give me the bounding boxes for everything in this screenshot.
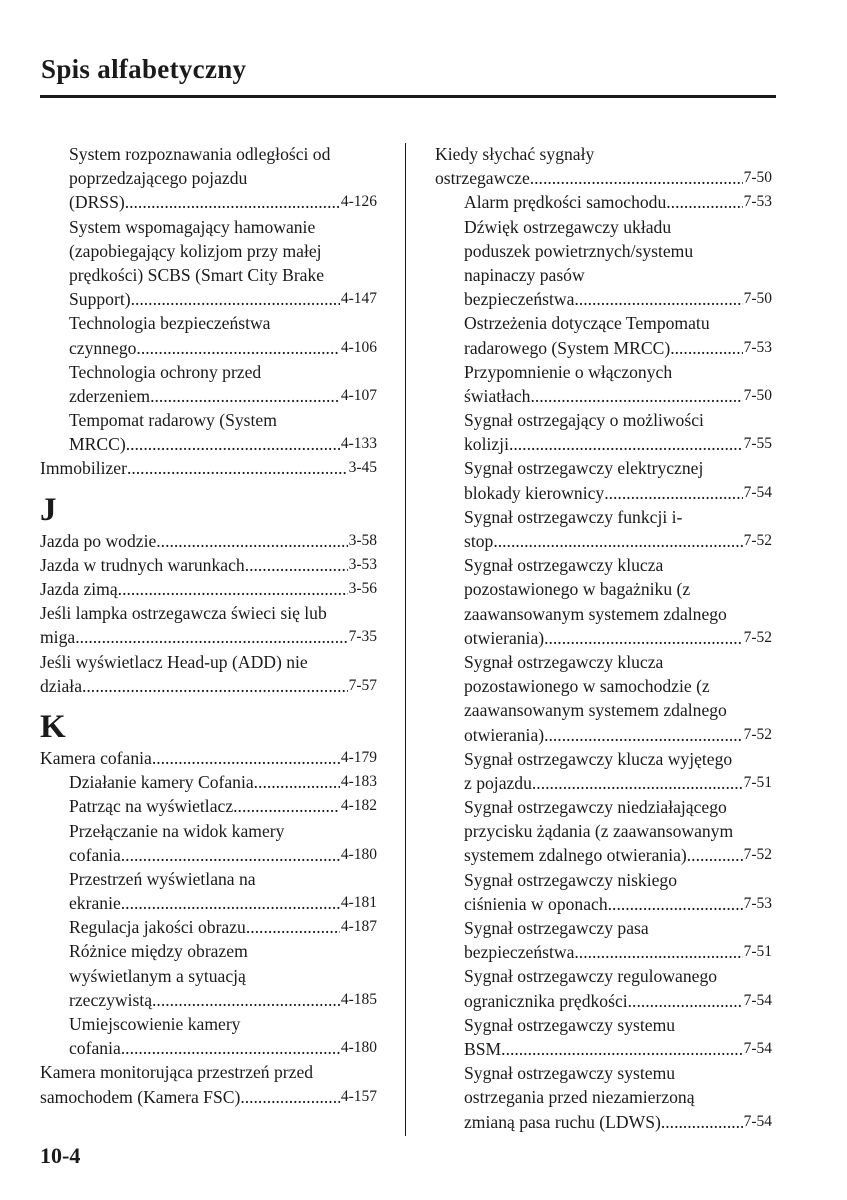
index-entry-text: cofania: [69, 844, 121, 865]
index-entry-text: BSM: [464, 1038, 502, 1059]
index-entry-text: Sygnał ostrzegawczy klucza wyjętego: [464, 748, 733, 769]
index-entry-line: [435, 1037, 772, 1061]
page-reference: 7-52: [743, 846, 772, 864]
index-entry-line: [40, 384, 377, 408]
index-entry-line: [435, 215, 772, 239]
index-entry-text: Sygnał ostrzegawczy elektrycznej: [464, 458, 704, 479]
page-reference: 3-58: [348, 531, 377, 549]
dot-leader: [150, 384, 340, 408]
page-reference: 4-157: [340, 1087, 377, 1105]
index-entry-line: [435, 190, 772, 214]
page-reference: 4-183: [340, 773, 377, 791]
index-entry-line: [435, 1085, 772, 1109]
column-divider: [405, 143, 406, 1136]
index-entry-text: Sygnał ostrzegawczy niedziałającego: [464, 797, 727, 818]
index-entry-text: Sygnał ostrzegawczy systemu: [464, 1014, 676, 1035]
index-entry-line: [40, 770, 377, 794]
index-entry-line: [435, 456, 772, 480]
index-entry-text: czynnego: [69, 337, 137, 358]
dot-leader: [628, 989, 743, 1013]
index-entry-line: [40, 964, 377, 988]
index-entry-text: bezpieczeństwa: [464, 289, 575, 310]
dot-leader: [254, 770, 340, 794]
index-entry-line: [435, 239, 772, 263]
dot-leader: [121, 891, 340, 915]
index-column-right: [435, 142, 772, 1134]
index-entry-line: [435, 1013, 772, 1037]
index-entry-text: bezpieczeństwa: [464, 942, 575, 963]
index-entry-text: systemem zdalnego otwierania): [464, 845, 687, 866]
index-entry-text: Różnice między obrazem: [69, 941, 248, 962]
index-entry-line: [40, 432, 377, 456]
index-entry-text: Ostrzeżenia dotyczące Tempomatu: [464, 313, 710, 334]
dot-leader: [136, 336, 339, 360]
dot-leader: [666, 190, 742, 214]
dot-leader: [126, 432, 340, 456]
index-entry-line: [40, 408, 377, 432]
index-entry-text: zaawansowanym systemem zdalnego: [464, 700, 727, 721]
dot-leader: [240, 1085, 340, 1109]
index-entry-text: stop: [464, 531, 494, 551]
index-entry-text: ogranicznika prędkości: [464, 990, 628, 1011]
index-entry-text: System rozpoznawania odległości od: [69, 144, 331, 164]
index-entry-line: [435, 432, 772, 456]
index-entry-line: [435, 408, 772, 432]
index-entry-line: [435, 505, 772, 529]
index-entry-line: [40, 263, 377, 287]
index-entry-text: wyświetlanym a sytuacją: [69, 965, 246, 986]
index-entry-text: poprzedzającego pojazdu: [69, 168, 248, 189]
index-entry-text: Jazda zimą: [40, 579, 118, 599]
index-entry-text: Sygnał ostrzegający o możliwości: [464, 410, 704, 431]
index-entry-line: [435, 674, 772, 698]
index-entry-text: światłach: [464, 385, 531, 406]
index-entry-line: [40, 456, 377, 480]
page-number: 10-4: [40, 1143, 81, 1168]
index-entry-text: Dźwięk ostrzegawczy układu: [464, 216, 672, 237]
index-entry-line: [40, 529, 377, 553]
index-entry-text: Sygnał ostrzegawczy klucza: [464, 651, 664, 672]
dot-leader: [131, 287, 340, 311]
page-reference: 4-107: [340, 386, 377, 404]
index-entry-text: działa: [40, 675, 82, 696]
index-entry-text: Jeśli lampka ostrzegawcza świeci się lub: [40, 603, 327, 624]
page-reference: 4-182: [340, 797, 377, 815]
index-entry-text: otwierania): [464, 724, 545, 745]
dot-leader: [245, 553, 348, 577]
index-entry-text: kolizji: [464, 434, 509, 455]
dot-leader: [544, 723, 742, 747]
index-entry-line: [40, 1012, 377, 1036]
index-entry-text: Działanie kamery Cofania: [69, 772, 254, 793]
page-reference: 7-53: [743, 193, 772, 211]
index-column-left: [40, 142, 377, 1109]
index-entry-line: [435, 360, 772, 384]
index-entry-text: poduszek powietrznych/systemu: [464, 240, 694, 261]
index-entry-text: Sygnał ostrzegawczy funkcji i-: [464, 506, 683, 527]
index-entry-text: Alarm prędkości samochodu: [464, 192, 667, 213]
index-entry-text: Sygnał ostrzegawczy pasa: [464, 918, 649, 938]
index-entry-text: otwierania): [464, 627, 545, 648]
index-entry-text: radarowego (System MRCC): [464, 337, 671, 358]
index-entry-line: [435, 481, 772, 505]
dot-leader: [604, 481, 742, 505]
dot-leader: [246, 915, 340, 939]
index-entry-line: [40, 142, 377, 166]
dot-leader: [661, 1110, 743, 1134]
index-entry-text: Support): [69, 289, 131, 310]
index-entry-text: z pojazdu: [464, 772, 532, 793]
index-entry-text: zderzeniem: [69, 385, 151, 406]
dot-leader: [233, 794, 340, 818]
index-entry-line: [40, 1085, 377, 1109]
dot-leader: [152, 988, 340, 1012]
index-entry-line: [435, 868, 772, 892]
index-entry-text: Regulacja jakości obrazu: [69, 917, 246, 938]
index-entry-line: [435, 747, 772, 771]
index-entry-line: [435, 723, 772, 747]
page-reference: 4-106: [340, 338, 377, 356]
page-title: Spis alfabetyczny: [41, 54, 247, 84]
index-entry-text: Sygnał ostrzegawczy systemu: [464, 1063, 676, 1084]
index-entry-line: [435, 698, 772, 722]
page-reference: 4-180: [340, 845, 377, 863]
index-entry-line: [40, 674, 377, 698]
index-entry-line: [40, 239, 377, 263]
dot-leader: [127, 456, 348, 480]
page-reference: 4-179: [340, 748, 377, 766]
index-entry-line: [40, 843, 377, 867]
page-reference: 4-185: [340, 990, 377, 1008]
page-reference: 7-54: [743, 1039, 772, 1057]
index-entry-line: [40, 625, 377, 649]
index-entry-text: samochodem (Kamera FSC): [40, 1086, 241, 1107]
index-entry-line: [40, 577, 377, 601]
index-entry-line: [435, 336, 772, 360]
index-entry-text: Jazda po wodzie: [40, 530, 157, 551]
index-entry-line: [435, 577, 772, 601]
dot-leader: [532, 771, 743, 795]
page-reference: 7-53: [743, 338, 772, 356]
index-entry-line: [435, 142, 772, 166]
page-reference: 7-52: [743, 628, 772, 646]
page-reference: 7-53: [743, 894, 772, 912]
page-reference: 7-50: [743, 169, 772, 187]
dot-leader: [493, 529, 742, 553]
dot-leader: [121, 843, 340, 867]
index-entry-text: cofania: [69, 1038, 121, 1059]
index-entry-text: ekranie: [69, 893, 121, 914]
index-entry-text: Kamera monitorująca przestrzeń przed: [40, 1062, 314, 1083]
index-entry-text: prędkości) SCBS (Smart City Brake: [69, 264, 325, 285]
index-entry-line: [435, 916, 772, 940]
index-entry-line: [435, 529, 772, 553]
index-entry-line: [435, 650, 772, 674]
index-entry-line: [40, 215, 377, 239]
page-reference: 7-57: [348, 676, 377, 694]
page-reference: 4-187: [340, 918, 377, 936]
section-letter: K: [40, 708, 66, 745]
index-entry-line: [435, 263, 772, 287]
index-entry-line: [40, 287, 377, 311]
index-entry-text: ciśnienia w oponach: [464, 893, 608, 914]
index-entry-text: napinaczy pasów: [464, 264, 585, 285]
index-entry-line: [435, 771, 772, 795]
index-entry-text: System wspomagający hamowanie: [69, 216, 316, 237]
index-entry-text: Jazda w trudnych warunkach: [40, 554, 245, 575]
page-reference: 3-53: [348, 555, 377, 573]
index-entry-text: pozostawionego w bagażniku (z: [464, 579, 691, 600]
index-entry-line: [435, 626, 772, 650]
index-entry-line: [435, 1110, 772, 1134]
index-entry-text: Kamera cofania: [40, 747, 152, 768]
index-entry-line: [40, 311, 377, 335]
index-entry-line: [435, 964, 772, 988]
dot-leader: [509, 432, 743, 456]
section-letter: J: [40, 491, 57, 528]
dot-leader: [530, 166, 743, 190]
index-entry-text: MRCC): [69, 434, 126, 455]
index-entry-text: zaawansowanym systemem zdalnego: [464, 603, 727, 624]
page-reference: 7-52: [743, 725, 772, 743]
index-entry-line: [435, 1061, 772, 1085]
index-entry-line: [435, 892, 772, 916]
dot-leader: [82, 674, 348, 698]
dot-leader: [121, 1036, 340, 1060]
index-entry-text: Sygnał ostrzegawczy niskiego: [464, 869, 678, 890]
index-entry-line: [40, 819, 377, 843]
index-entry-line: [40, 1036, 377, 1060]
index-entry-line: [435, 602, 772, 626]
index-entry-text: blokady kierownicy: [464, 482, 605, 503]
index-entry-line: [40, 891, 377, 915]
index-entry-line: [40, 746, 377, 770]
dot-leader: [544, 626, 742, 650]
index-entry-text: Patrząc na wyświetlacz: [69, 796, 234, 817]
page-reference: 7-51: [743, 773, 772, 791]
index-entry-line: [435, 989, 772, 1013]
dot-leader: [156, 529, 347, 553]
index-entry-text: miga: [40, 627, 76, 648]
page-reference: 4-126: [340, 193, 377, 211]
index-entry-line: [40, 867, 377, 891]
page-reference: 7-35: [348, 628, 377, 646]
dot-leader: [670, 336, 742, 360]
index-entry-text: ostrzegawcze: [435, 168, 530, 189]
index-entry-line: [435, 311, 772, 335]
index-entry-text: Technologia bezpieczeństwa: [69, 313, 271, 334]
index-entry-text: Kiedy słychać sygnały: [435, 144, 595, 164]
page-reference: 7-55: [743, 435, 772, 453]
dot-leader: [608, 892, 743, 916]
index-entry-line: [435, 384, 772, 408]
index-entry-text: Technologia ochrony przed: [69, 361, 262, 382]
index-entry-text: Tempomat radarowy (System: [69, 410, 277, 431]
header-rule: [40, 95, 776, 98]
page-reference: 7-54: [743, 991, 772, 1009]
index-entry-text: rzeczywistą: [69, 989, 153, 1010]
dot-leader: [501, 1037, 742, 1061]
index-entry-line: [40, 336, 377, 360]
page-reference: 7-51: [743, 943, 772, 961]
dot-leader: [530, 384, 742, 408]
index-entry-line: [40, 915, 377, 939]
dot-leader: [75, 625, 347, 649]
index-entry-line: [435, 287, 772, 311]
index-entry-text: Przestrzeń wyświetlana na: [69, 868, 256, 889]
page-reference: 7-54: [743, 483, 772, 501]
index-entry-line: [435, 843, 772, 867]
index-entry-line: [40, 190, 377, 214]
dot-leader: [118, 577, 348, 601]
index-entry-text: zmianą pasa ruchu (LDWS): [464, 1111, 661, 1132]
page-reference: 7-50: [743, 386, 772, 404]
page-reference: 7-50: [743, 290, 772, 308]
dot-leader: [574, 940, 742, 964]
index-entry-text: Immobilizer: [40, 458, 127, 479]
index-entry-line: [40, 939, 377, 963]
page-reference: 4-181: [340, 894, 377, 912]
page-reference: 7-54: [743, 1112, 772, 1130]
index-entry-line: [435, 940, 772, 964]
page-reference: 3-56: [348, 580, 377, 597]
dot-leader: [152, 746, 340, 770]
index-entry-text: Przełączanie na widok kamery: [69, 820, 285, 841]
index-entry-line: [40, 553, 377, 577]
index-entry-text: pozostawionego w samochodzie (z: [464, 676, 710, 697]
dot-leader: [574, 287, 742, 311]
index-entry-line: [40, 1060, 377, 1084]
index-entry-text: Umiejscowienie kamery: [69, 1014, 241, 1034]
page-reference: 4-147: [340, 290, 377, 308]
index-entry-line: [40, 988, 377, 1012]
page-reference: 4-133: [340, 435, 377, 453]
dot-leader: [687, 843, 743, 867]
index-entry-line: [435, 795, 772, 819]
index-entry-text: Przypomnienie o włączonych: [464, 361, 673, 382]
index-entry-line: [435, 819, 772, 843]
page-reference: 4-180: [340, 1039, 377, 1057]
index-entry-text: Sygnał ostrzegawczy regulowanego: [464, 966, 718, 987]
index-entry-text: (DRSS): [69, 192, 125, 213]
page-reference: 3-45: [348, 459, 377, 477]
index-entry-line: [40, 360, 377, 384]
index-entry-line: [435, 166, 772, 190]
index-entry-text: przycisku żądania (z zaawansowanym: [464, 821, 734, 842]
index-entry-line: [40, 166, 377, 190]
index-entry-text: (zapobiegający kolizjom przy małej: [69, 240, 322, 261]
index-entry-line: [40, 794, 377, 818]
index-entry-text: Sygnał ostrzegawczy klucza: [464, 555, 664, 576]
index-entry-line: [40, 601, 377, 625]
index-entry-line: [435, 553, 772, 577]
dot-leader: [125, 190, 340, 214]
page-reference: 7-52: [743, 532, 772, 549]
index-entry-line: [40, 650, 377, 674]
index-entry-text: ostrzegania przed niezamierzoną: [464, 1087, 695, 1108]
index-entry-text: Jeśli wyświetlacz Head-up (ADD) nie: [40, 651, 308, 672]
